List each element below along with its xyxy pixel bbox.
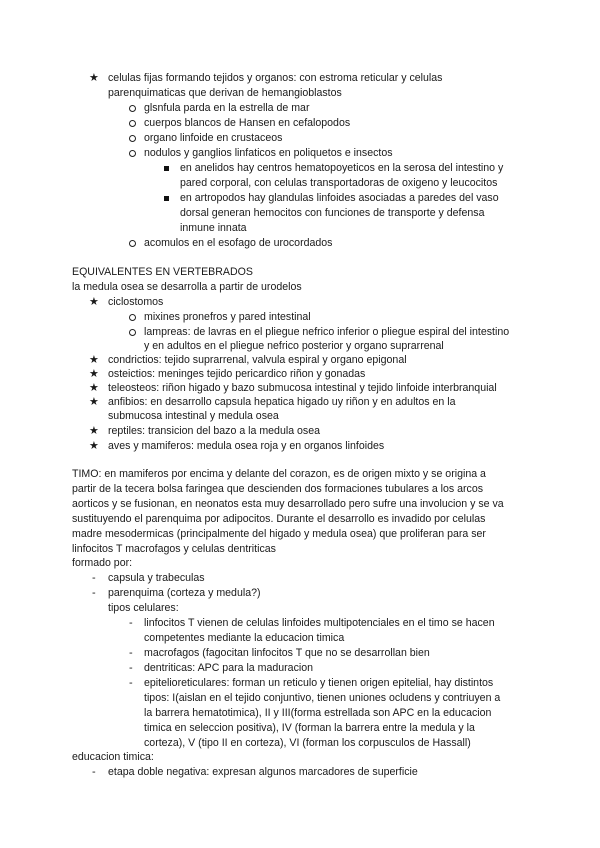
text-line: lampreas: de lavras en el pliegue nefrico inferior o pliegue espiral del intestino bbox=[144, 326, 510, 338]
star-bullet: ★ bbox=[89, 72, 99, 84]
text-line: madre mesodermicas (principalmente del higado y medula osea) que proliferan para ser bbox=[72, 528, 486, 540]
text-line: sustituyendo el parenquima por adipocitos. Durante el desarrollo es invadido por celulas bbox=[72, 513, 486, 525]
text-line: celulas fijas formando tejidos y organos: con estroma reticular y celulas bbox=[108, 72, 443, 84]
circle-bullet-icon bbox=[129, 329, 136, 336]
circle-bullet-icon bbox=[129, 150, 136, 157]
star-bullet: ★ bbox=[89, 382, 99, 394]
star-bullet: ★ bbox=[89, 440, 99, 452]
text-line: educacion timica: bbox=[72, 751, 154, 763]
text-line: osteictios: meninges tejido pericardico riñon y gonadas bbox=[108, 368, 366, 380]
star-bullet: ★ bbox=[89, 396, 99, 408]
circle-bullet-icon bbox=[129, 135, 136, 142]
text-line: formado por: bbox=[72, 557, 133, 569]
text-line: mixines pronefros y pared intestinal bbox=[144, 311, 311, 323]
text-line: organo linfoide en crustaceos bbox=[144, 132, 283, 144]
text-line: linfocitos T vienen de celulas linfoides multipotenciales en el timo se hacen bbox=[144, 617, 495, 629]
dash-bullet: - bbox=[129, 617, 133, 629]
text-line: dentriticas: APC para la maduracion bbox=[144, 662, 313, 674]
circle-bullet-icon bbox=[129, 105, 136, 112]
text-line: glsnfula parda en la estrella de mar bbox=[144, 102, 310, 114]
text-line: aves y mamiferos: medula osea roja y en organos linfoides bbox=[108, 440, 385, 452]
dash-bullet: - bbox=[129, 677, 133, 689]
text-line: corteza), V (tipo II en corteza), VI (forman los corpusculos de Hassall) bbox=[144, 737, 471, 749]
star-bullet: ★ bbox=[89, 368, 99, 380]
text-line: etapa doble negativa: expresan algunos marcadores de superficie bbox=[108, 766, 418, 778]
circle-bullet-icon bbox=[129, 120, 136, 127]
text-line: acomulos en el esofago de urocordados bbox=[144, 237, 333, 249]
text-line: epitelioreticulares: forman un reticulo y tienen origen epitelial, hay distintos bbox=[144, 677, 494, 689]
text-line: dorsal generan hemocitos con funciones de transporte y defensa bbox=[180, 207, 485, 219]
star-bullet: ★ bbox=[89, 296, 99, 308]
star-bullet: ★ bbox=[89, 425, 99, 437]
text-line: aorticos y se fusionan, en neonatos esta muy desarrollado pero sufre una involucion y se va bbox=[72, 498, 504, 510]
text-line: linfocitos T macrofagos y celulas dentriticas bbox=[72, 543, 276, 555]
text-line: tipos: I(aislan en el tejido conjuntivo, tienen uniones ocludens y contriuyen a bbox=[144, 692, 501, 704]
text-line: cuerpos blancos de Hansen en cefalopodos bbox=[144, 117, 351, 129]
text-line: anfibios: en desarrollo capsula hepatica higado uy riñon y en adultos en la bbox=[108, 396, 456, 408]
text-line: ciclostomos bbox=[108, 296, 164, 308]
dash-bullet: - bbox=[92, 587, 96, 599]
star-bullet: ★ bbox=[89, 354, 99, 366]
dash-bullet: - bbox=[129, 647, 133, 659]
text-line: la barrera hematotimica), II y III(forma estrellada son APC en la educacion bbox=[144, 707, 492, 719]
text-line: reptiles: transicion del bazo a la medula osea bbox=[108, 425, 320, 437]
square-bullet-icon bbox=[164, 196, 169, 201]
text-line: submucosa intestinal y medula osea bbox=[108, 410, 279, 422]
circle-bullet-icon bbox=[129, 314, 136, 321]
text-line: y en adultos en el pliegue nefrico posterior y organo suprarrenal bbox=[144, 340, 444, 352]
text-line: en artropodos hay glandulas linfoides asociadas a paredes del vaso bbox=[180, 192, 499, 204]
text-line: timica en seleccion positiva), IV (forman la barrera entre la medula y la bbox=[144, 722, 475, 734]
text-line: en anelidos hay centros hematopoyeticos en la serosa del intestino y bbox=[180, 162, 504, 174]
text-line: nodulos y ganglios linfaticos en poliquetos e insectos bbox=[144, 147, 393, 159]
text-line: partir de la tecera bolsa faringea que descienden dos formaciones tubulares a los arcos bbox=[72, 483, 484, 495]
text-line: competentes mediante la educacion timica bbox=[144, 632, 345, 644]
dash-bullet: - bbox=[129, 662, 133, 674]
text-line: capsula y trabeculas bbox=[108, 572, 205, 584]
text-line: tipos celulares: bbox=[108, 602, 179, 614]
text-line: inmune innata bbox=[180, 222, 247, 234]
text-line: pared corporal, con celulas transportadoras de oxigeno y leucocitos bbox=[180, 177, 498, 189]
circle-bullet-icon bbox=[129, 240, 136, 247]
section-heading: EQUIVALENTES EN VERTEBRADOS bbox=[72, 266, 253, 278]
text-line: parenquimaticas que derivan de hemangioblastos bbox=[108, 87, 342, 99]
text-line: teleosteos: riñon higado y bazo submucosa intestinal y tejido linfoide interbranquial bbox=[108, 382, 497, 394]
text-line: parenquima (corteza y medula?) bbox=[108, 587, 261, 599]
text-line: macrofagos (fagocitan linfocitos T que no se desarrollan bien bbox=[144, 647, 430, 659]
text-line: TIMO: en mamiferos por encima y delante del corazon, es de origen mixto y se origina a bbox=[72, 468, 486, 480]
dash-bullet: - bbox=[92, 766, 96, 778]
text-line: la medula osea se desarrolla a partir de urodelos bbox=[72, 281, 302, 293]
dash-bullet: - bbox=[92, 572, 96, 584]
square-bullet-icon bbox=[164, 166, 169, 171]
text-line: condrictios: tejido suprarrenal, valvula espiral y organo epigonal bbox=[108, 354, 407, 366]
